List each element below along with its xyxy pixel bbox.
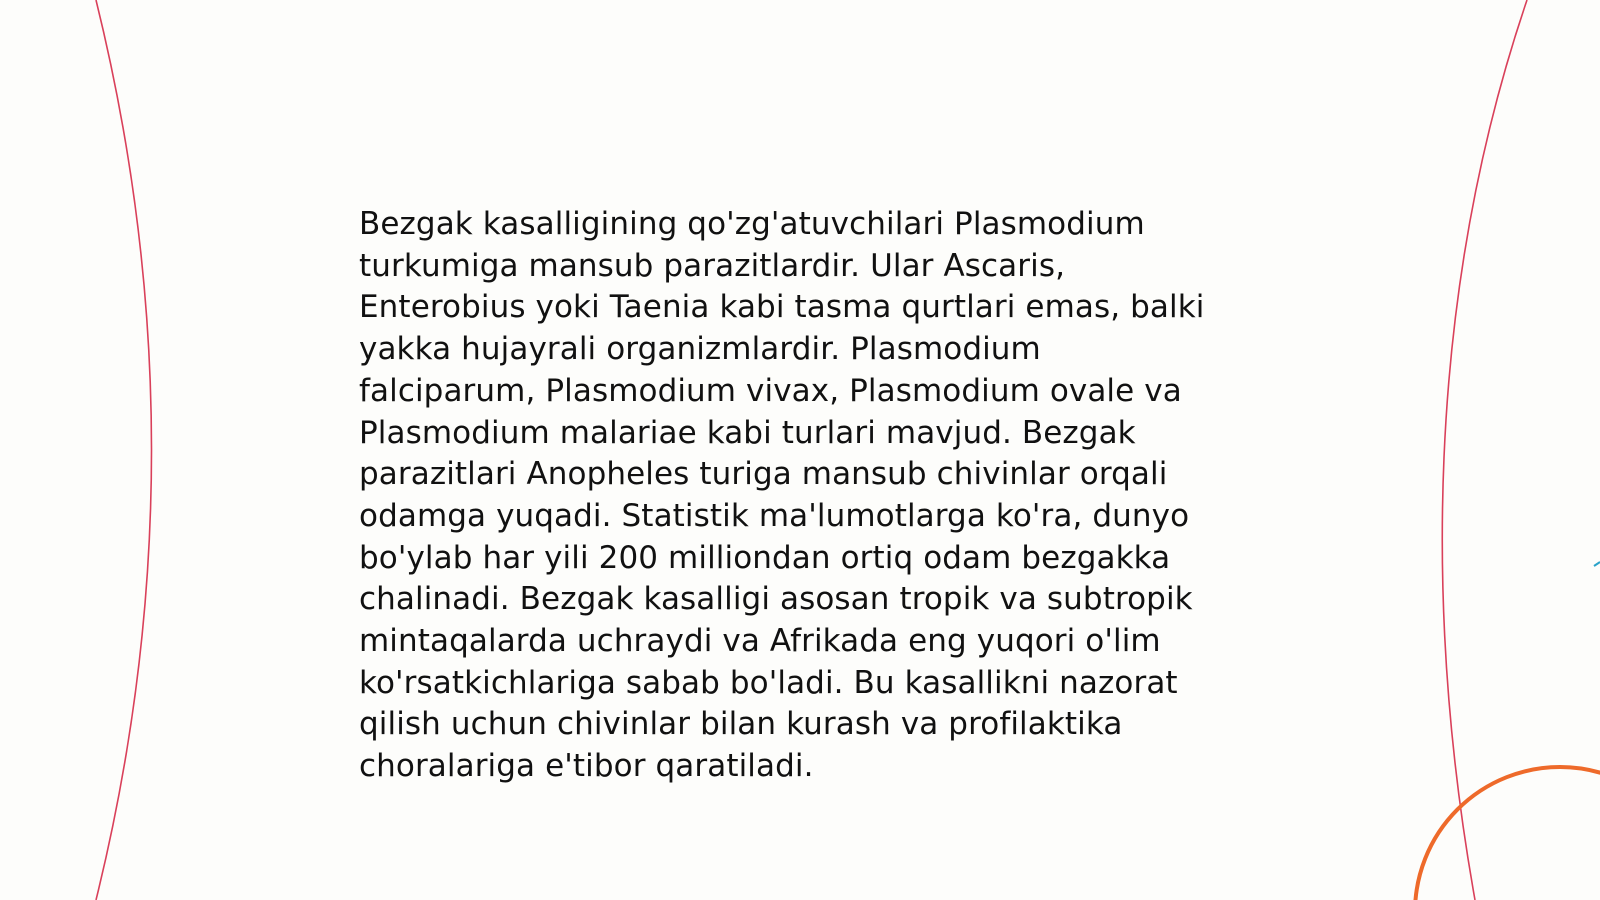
left-curve-line [96, 0, 152, 900]
accent-arc [1415, 767, 1600, 900]
body-text: Bezgak kasalligining qo'zg'atuvchilari Plasmodium turkumiga mansub parazitlardir. Ular Ascaris, Enterobius yoki Taenia kabi tasma qurtlari emas, balki yakka hujayrali organizmlardir. Plasmodium falciparum, Plasmodium vivax, Plasmodium ovale va Plasmodium malariae kabi turlari mavjud. Bezgak parazitlari Anopheles turiga mansub chivinlar orqali odamga yuqadi. Statistik ma'lumotlarga ko'ra, dunyo bo'ylab har yili 200 milliondan ortiq odam bezgakka chalinadi. Bezgak kasalligi asosan tropik va subtropik mintaqalarda uchraydi va Afrikada eng yuqori o'lim ko'rsatkichlariga sabab bo'ladi. Bu kasallikni nazorat qilish uchun chivinlar bilan kurash va profilaktika choralariga e'tibor qaratiladi. [359, 206, 1205, 785]
right-curve-line [1442, 0, 1527, 900]
accent-tick [1594, 562, 1600, 566]
